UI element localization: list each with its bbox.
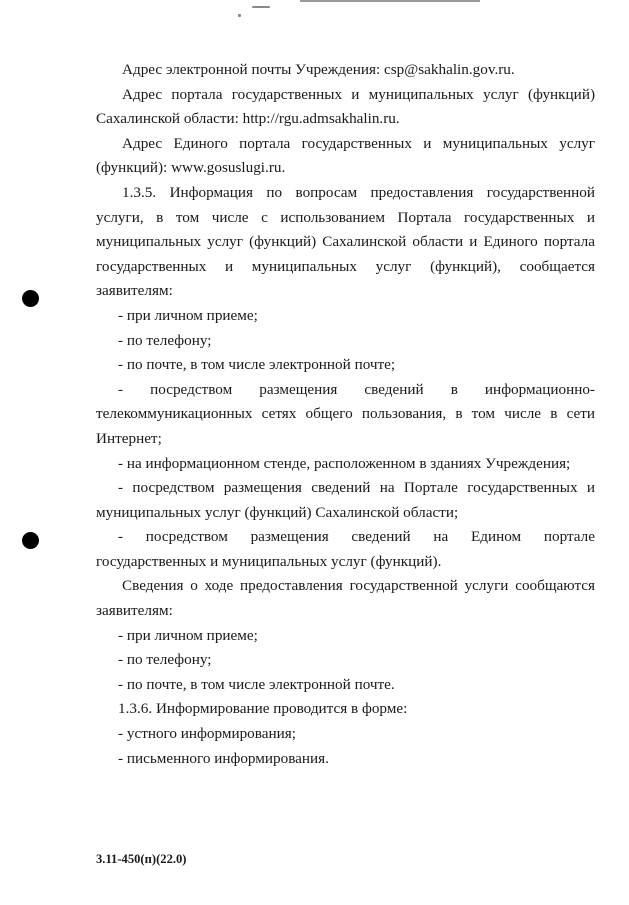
binder-hole-bottom [22,532,39,549]
list-item: - посредством размещения сведений на Едином портале государственных и муниципальных услуг (функций). [96,528,595,570]
list-item: - посредством размещения сведений на Портале государственных и муниципальных услуг (функций) Сахалинской области; [96,479,595,521]
binder-hole-top [22,290,39,307]
scan-speck [252,6,270,8]
list-item: - письменного информирования. [118,749,329,767]
clause-1-3-6: 1.3.6. Информирование проводится в форме: [118,700,408,718]
regional-portal-line: Адрес портала государственных и муниципальных услуг (функций) Сахалинской области: http://rgu.admsakhalin.ru. [96,85,595,128]
list-item: - на информационном стенде, расположенном в зданиях Учреждения; [118,454,571,472]
list-item: - устного информирования; [118,725,296,743]
clause-1-3-5: 1.3.5. Информация по вопросам предоставления государственной услуги, в том числе с использованием Портала государственных и муниципальных услуг (функций) Сахалинской области и Единого портала государственных и муниципальных услуг (функций), сообщается заявителям: [96,183,595,300]
document-code-footer: 3.11-450(п)(22.0) [96,852,187,866]
list-item: - по почте, в том числе электронной почте; [118,356,396,374]
progress-info-paragraph: Сведения о ходе предоставления государственной услуги сообщаются заявителям: [96,577,595,620]
list-item: - при личном приеме; [118,306,258,324]
list-item: - по телефону; [118,651,212,669]
scan-speck [238,14,241,17]
list-item: - при личном приеме; [118,626,258,644]
document-body [96,58,595,771]
unified-portal-line: Адрес Единого портала государственных и муниципальных услуг (функций): www.gosuslugi.ru. [96,134,595,177]
list-item: - по телефону; [118,331,212,349]
scan-artifact-top-line [300,0,480,2]
list-item: - посредством размещения сведений в информационно-телекоммуникационных сетях общего пользования, в том числе в сети Интернет; [96,380,595,447]
email-line: Адрес электронной почты Учреждения: csp@sakhalin.gov.ru. [122,61,515,78]
list-item: - по почте, в том числе электронной почте. [118,675,395,693]
